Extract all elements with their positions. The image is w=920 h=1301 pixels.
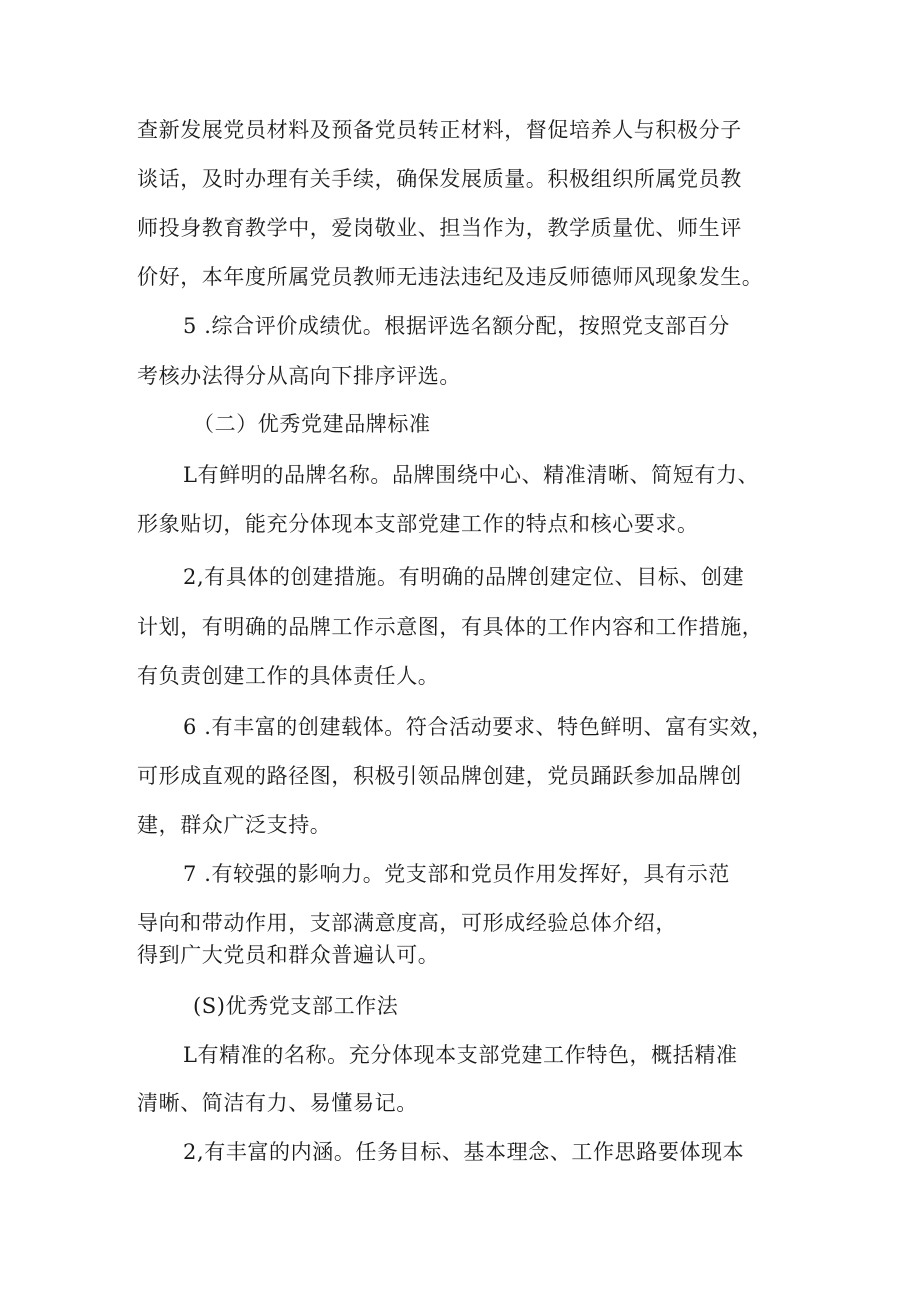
- item-1-heading: L有鲜明的品牌名称。品牌围绕中心、精准清晰、简短有力、: [183, 463, 760, 487]
- section-heading-2: （二）优秀党建品牌标准: [193, 412, 431, 436]
- text-line-2: 谈话，及时办理有关手续，确保发展质量。积极组织所属党员教: [137, 167, 742, 191]
- text-line-6: 考核办法得分从高向下排序评选。: [137, 364, 461, 388]
- text-line-18: 得到广大党员和群众普遍认可。: [137, 943, 440, 967]
- text-line-9: 形象贴切，能充分体现本支部党建工作的特点和核心要求。: [137, 512, 699, 536]
- item-5-heading: 5 .综合评价成绩优。根据评选名额分配，按照党支部百分: [183, 314, 730, 338]
- text-line-14: 可形成直观的路径图，积极引领品牌创建，党员踊跃参加品牌创: [137, 764, 742, 788]
- item-6-heading: 6 .有丰富的创建载体。符合活动要求、特色鲜明、富有实效，: [183, 715, 774, 739]
- item-7-heading: 7 .有较强的影响力。党支部和党员作用发挥好，具有示范: [183, 862, 730, 886]
- text-line-12: 有负责创建工作的具体责任人。: [137, 664, 440, 688]
- text-line-3: 师投身教育教学中，爱岗敬业、担当作为，教学质量优、师生评: [137, 216, 742, 240]
- item-2-heading: 2,有具体的创建措施。有明确的品牌创建定位、目标、创建: [183, 565, 745, 589]
- text-line-15: 建，群众广泛支持。: [137, 813, 332, 837]
- text-line-4: 价好，本年度所属党员教师无违法违纪及违反师德师风现象发生。: [137, 265, 764, 289]
- text-line-1: 查新发展党员材料及预备党员转正材料，督促培养人与积极分子: [137, 118, 742, 142]
- text-line-21: 清晰、简洁有力、易懂易记。: [137, 1091, 418, 1115]
- text-line-17: 导向和带动作用，支部满意度高，可形成经验总体介绍，: [137, 911, 677, 935]
- section-heading-3: (S)优秀党支部工作法: [193, 994, 399, 1018]
- text-line-11: 计划，有明确的品牌工作示意图，有具体的工作内容和工作措施，: [137, 615, 764, 639]
- item-1b-heading: L有精准的名称。充分体现本支部党建工作特色，概括精准: [183, 1043, 738, 1067]
- item-2b-heading: 2,有丰富的内涵。任务目标、基本理念、工作思路要体现本: [183, 1140, 745, 1164]
